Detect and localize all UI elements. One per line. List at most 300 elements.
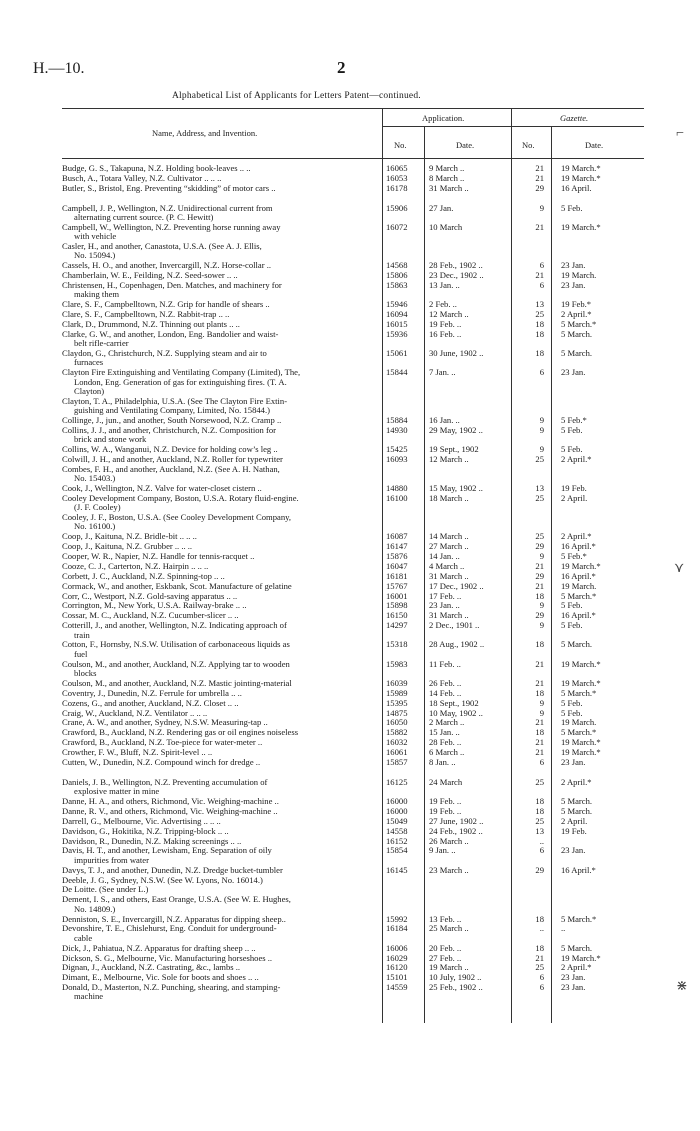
gazette-date: 2 April.* [561,309,592,320]
entry-line: Danne, R. V., and others, Richmond, Vic. Weighing-machine .. [62,806,278,816]
entry-line: Coventry, J., Dunedin, N.Z. Ferrule for umbrella .. .. [62,688,242,698]
list-item [0,281,700,300]
gazette-date: 5 March.* [561,727,597,738]
applicant-entry [62,807,380,816]
entry-line: Craig, W., Auckland, N.Z. Ventilator .. .. .. [62,708,208,718]
application-date: 19 Sept., 1902 [429,444,479,455]
entry-line: impurities from water [74,855,149,865]
application-number: 15806 [386,270,408,281]
entry-line: No. 15403.) [74,474,116,484]
gazette-number: 18 [535,639,544,650]
entry-line: guishing and Ventilating Company, Limited, No. 15844.) [74,406,270,416]
gazette-date: 5 Feb.* [561,551,587,562]
gazette-number: .. [539,835,544,846]
application-number: 15857 [386,756,408,767]
application-date: 25 March .. [429,923,469,934]
list-item [0,204,700,223]
gazette-number: 9 [539,620,544,631]
entry-line: Busch, A., Totara Valley, N.Z. Cultivator .. .. .. [62,173,222,183]
gazette-number: 21 [535,270,544,281]
gazette-number: 21 [535,560,544,571]
application-number: 16015 [386,318,408,329]
applicant-entry [62,242,380,261]
application-number: 16093 [386,453,408,464]
list-item [0,983,700,1002]
entry-line: furnaces [74,358,104,368]
entry-line: London, Eng. Generation of gas for extinguishing fires. (T. A. [74,377,287,387]
applicant-entry [62,954,380,963]
application-date: 28 Feb. .. [429,737,462,748]
applicant-entry [62,271,380,280]
entry-line: Danne, H. A., and others, Richmond, Vic. Weighing-machine .. [62,797,279,807]
applicant-entry [62,484,380,493]
list-item [0,271,700,281]
column-header-name: Name, Address, and Invention. [152,128,258,138]
gazette-number: 6 [539,972,544,983]
applicant-entry [62,983,380,1002]
page-title: Alphabetical List of Applicants for Letters Patent—continued. [172,91,421,101]
applicant-entry [62,699,380,708]
gazette-date: 5 March. [561,328,593,339]
application-number: 14559 [386,982,408,993]
list-item [0,895,700,914]
entry-line: De Loitte. (See under L.) [62,885,149,895]
list-item [0,915,700,925]
gazette-date: 2 April.* [561,453,592,464]
list-item [0,184,700,194]
application-date: 26 March .. [429,835,469,846]
applicant-entry [62,611,380,620]
application-date: 15 Jan. .. [429,727,460,738]
gazette-number: 21 [535,737,544,748]
applicant-entry [62,866,380,875]
applicant-entry [62,445,380,454]
application-date: 30 June, 1902 .. [429,348,484,359]
gazette-number: 25 [535,453,544,464]
gazette-date: 19 March.* [561,952,601,963]
gazette-number: 9 [539,444,544,455]
application-number: 15898 [386,600,408,611]
applicant-entry [62,944,380,953]
applicant-entry [62,320,380,329]
applicant-entry [62,281,380,300]
application-number: 15983 [386,658,408,669]
application-date: 16 Feb. .. [429,328,462,339]
gazette-number: .. [539,923,544,934]
application-date: 31 March .. [429,182,469,193]
application-date: 23 March .. [429,864,469,875]
gazette-date: 16 April.* [561,541,596,552]
applicant-entry [62,915,380,924]
applicant-entry [62,164,380,173]
gazette-number: 18 [535,687,544,698]
gazette-subheader-rule [512,126,644,127]
gazette-date: 19 March. [561,270,597,281]
application-number: 14558 [386,825,408,836]
table-top-rule [62,108,644,109]
gazette-date: 23 Jan. [561,756,586,767]
applicant-entry [62,679,380,688]
applicant-entry [62,532,380,541]
applicant-entry [62,817,380,826]
document-code: H.—10. [33,60,85,77]
gazette-number: 18 [535,727,544,738]
entry-line: Daniels, J. B., Wellington, N.Z. Preventing accumulation of [62,777,268,787]
entry-line: Cooper, W. R., Napier, N.Z. Handle for tennis-racquet .. [62,552,255,562]
applicant-entry [62,876,380,885]
applicant-entry [62,261,380,270]
application-date: 19 March .. [429,962,469,973]
entry-line: Clarke, G. W., and another, London, Eng. Bandolier and waist- [62,329,279,339]
gazette-number: 25 [535,309,544,320]
applicant-entry [62,465,380,484]
application-date: 27 Jan. [429,202,454,213]
gazette-date: 19 Feb.* [561,299,592,310]
application-number: 16120 [386,962,408,973]
gazette-date: 5 Feb. [561,444,583,455]
entry-line: No. 15094.) [74,251,116,261]
gazette-number: 18 [535,805,544,816]
gazette-number: 21 [535,717,544,728]
gazette-number: 13 [535,825,544,836]
entry-line: Crawford, B., Auckland, N.Z. Toe-piece for water-meter .. [62,738,263,748]
gazette-number: 25 [535,962,544,973]
section-gap [0,768,700,778]
entry-line: train [74,630,90,640]
application-date: 31 March .. [429,610,469,621]
entry-line: Davidson, R., Dunedin, N.Z. Making screenings .. .. [62,836,242,846]
gazette-number: 25 [535,531,544,542]
application-number: 16152 [386,835,408,846]
gazette-date: 5 March. [561,348,593,359]
gazette-number: 6 [539,756,544,767]
entry-line: Cutten, W., Dunedin, N.Z. Compound winch for dredge .. [62,757,261,767]
entry-line: Deeble, J. G., Sydney, N.S.W. (See W. Lyons, No. 16014.) [62,875,263,885]
applicant-entry [62,582,380,591]
list-item [0,885,700,895]
gazette-number: 21 [535,677,544,688]
entry-line: No. 16100.) [74,522,116,532]
applicant-entry [62,963,380,972]
application-number: 16072 [386,221,408,232]
gazette-number: 6 [539,280,544,291]
list-item [0,846,700,865]
application-number: 16150 [386,610,408,621]
application-number: 15425 [386,444,408,455]
applicant-entry [62,300,380,309]
applicant-entry [62,426,380,445]
gazette-date: 23 Jan. [561,972,586,983]
gazette-date: 19 March.* [561,221,601,232]
section-gap [0,194,700,204]
application-number: 15395 [386,697,408,708]
gazette-number: 13 [535,299,544,310]
application-date: 23 Dec., 1902 .. [429,270,484,281]
gazette-date: 2 April.* [561,962,592,973]
application-number: 16000 [386,796,408,807]
application-number: 16087 [386,531,408,542]
gazette-date: 23 Jan. [561,260,586,271]
list-item [0,368,700,397]
gazette-number: 25 [535,776,544,787]
list-item [0,640,700,659]
application-number: 15767 [386,580,408,591]
list-item [0,954,700,964]
applicant-entry [62,416,380,425]
gazette-date: 5 March. [561,639,593,650]
application-number: 15061 [386,348,408,359]
list-item [0,223,700,242]
application-subheader-rule [383,126,511,127]
entry-line: Cossar, M. C., Auckland, N.Z. Cucumber-slicer .. .. [62,611,239,621]
application-date: 28 Aug., 1902 .. [429,639,485,650]
applicant-entry [62,184,380,193]
list-item [0,426,700,445]
application-date: 6 March .. [429,747,465,758]
applicant-entry [62,837,380,846]
entry-line: Davidson, G., Hokitika, N.Z. Tripping-block .. .. [62,826,229,836]
gazette-date: .. [561,923,566,934]
applicant-entry [62,758,380,767]
application-number: 16050 [386,717,408,728]
list-item [0,542,700,552]
applicant-entry [62,778,380,797]
applicant-entry [62,718,380,727]
entry-line: Coulson, M., and another, Auckland, N.Z. Applying tar to wooden [62,659,290,669]
gazette-date: 5 Feb. [561,620,583,631]
applicant-entry [62,885,380,894]
gazette-number: 21 [535,747,544,758]
application-date: 13 Jan. .. [429,280,460,291]
entry-line: Corbett, J. C., Auckland, N.Z. Spinning-top .. .. [62,571,225,581]
gazette-date: 16 April.* [561,864,596,875]
applicant-entry [62,204,380,223]
entry-line: Cooley, J. F., Boston, U.S.A. (See Cooley Development Company, [62,513,292,523]
list-item [0,397,700,416]
application-date: 11 Feb. .. [429,658,461,669]
list-item [0,242,700,261]
list-item [0,866,700,876]
entry-line: Collins, J. J., and another, Christchurch, N.Z. Composition for [62,425,277,435]
entry-line: Dick, J., Pahiatua, N.Z. Apparatus for drafting sheep .. .. [62,943,256,953]
entry-line: Butler, S., Bristol, Eng. Preventing “skidding” of motor cars .. [62,183,276,193]
entry-line: Chamberlain, W. E., Feilding, N.Z. Seed-sower .. .. [62,271,238,281]
list-item [0,660,700,679]
application-number: 16061 [386,747,408,758]
gazette-number: 25 [535,815,544,826]
gazette-date: 19 Feb. [561,482,587,493]
entry-line: Budge, G. S., Takapuna, N.Z. Holding book-leaves .. .. [62,164,251,173]
application-number: 16039 [386,677,408,688]
application-date: 10 July, 1902 .. [429,972,482,983]
entry-line: Clayton) [74,386,105,396]
entry-line: Cotterill, J., and another, Wellington, N.Z. Indicating approach of [62,621,287,631]
entry-line: Dimant, E., Melbourne, Vic. Sole for boots and shoes .. .. [62,973,259,983]
list-item [0,484,700,494]
list-item [0,963,700,973]
application-date: 9 March .. [429,163,465,173]
gazette-date: 23 Jan. [561,845,586,856]
application-number: 16181 [386,570,408,581]
applicant-entry [62,709,380,718]
application-date: 31 March .. [429,570,469,581]
application-number: 15989 [386,687,408,698]
gazette-number: 6 [539,367,544,378]
application-date: 18 March .. [429,492,469,503]
entry-line: Campbell, J. P., Wellington, N.Z. Unidirectional current from [62,203,273,213]
entry-line: Colwill, J. H., and another, Auckland, N.Z. Roller for typewriter [62,454,283,464]
gazette-date: 19 March. [561,717,597,728]
entry-line: machine [74,992,104,1002]
list-item [0,592,700,602]
application-date: 14 March .. [429,531,469,542]
entry-line: fuel [74,649,88,659]
gazette-date: 16 April.* [561,610,596,621]
gazette-date: 19 March.* [561,677,601,688]
application-number: 15844 [386,367,408,378]
gazette-number: 13 [535,482,544,493]
application-number: 16032 [386,737,408,748]
gazette-number: 18 [535,590,544,601]
application-date: 19 Feb. .. [429,318,462,329]
entry-line: Cormack, W., and another, Eskbank, Scot. Manufacture of gelatine [62,581,292,591]
list-item [0,837,700,847]
gazette-number: 29 [535,864,544,875]
gazette-number: 18 [535,913,544,924]
list-item [0,621,700,640]
list-item [0,797,700,807]
entry-line: alternating current source. (P. C. Hewitt) [74,212,214,222]
entry-line: Clayton, T. A., Philadelphia, U.S.A. (See The Clayton Fire Extin- [62,396,288,406]
entry-line: Christensen, H., Copenhagen, Den. Matches, and machinery for [62,281,282,291]
applicant-entry [62,174,380,183]
application-number: 16184 [386,923,408,934]
entry-line: Donald, D., Masterton, N.Z. Punching, shearing, and stamping- [62,983,281,993]
gazette-number: 18 [535,942,544,953]
application-date: 24 Feb., 1902 .. [429,825,483,836]
applicant-entry [62,973,380,982]
margin-mark-bottom: ⋇ [676,979,688,994]
applicant-entry [62,572,380,581]
gazette-number: 25 [535,492,544,503]
entry-line: Cozens, G., and another, Auckland, N.Z. Closet .. .. [62,698,239,708]
entry-line: No. 14809.) [74,904,116,914]
applicant-entry [62,494,380,513]
gazette-date: 16 April.* [561,570,596,581]
list-item [0,300,700,310]
application-number: 15101 [386,972,408,983]
application-date: 20 Feb. .. [429,942,462,953]
list-item [0,416,700,426]
applicant-entry [62,330,380,349]
column-header-gazette: Gazette. [560,113,589,123]
applicant-entry [62,455,380,464]
application-date: 14 Jan. .. [429,551,460,562]
entry-line: Collins, W. A., Wanganui, N.Z. Device for holding cow’s leg .. [62,445,278,455]
application-number: 15854 [386,845,408,856]
applicant-entry [62,368,380,396]
margin-mark-top: ⌐ [676,126,684,141]
column-header-gaz-date: Date. [585,140,604,150]
gazette-date: 5 Feb.* [561,414,587,425]
gazette-date: 5 March.* [561,687,597,698]
gazette-number: 29 [535,610,544,621]
gazette-date: 5 Feb. [561,424,583,435]
list-item [0,876,700,886]
gazette-date: 19 March.* [561,560,601,571]
application-number: 15318 [386,639,408,650]
application-date: 27 March .. [429,541,469,552]
gazette-number: 21 [535,221,544,232]
application-date: 28 Feb., 1902 .. [429,260,483,271]
gazette-date: 5 Feb. [561,697,583,708]
application-date: 13 Feb. .. [429,913,462,924]
gazette-number: 9 [539,424,544,435]
application-number: 14930 [386,424,408,435]
application-date: 9 Jan. .. [429,845,456,856]
entry-line: blocks [74,668,97,678]
applicant-list [0,164,700,1002]
page-number: 2 [337,58,346,77]
application-number: 15049 [386,815,408,826]
application-number: 15992 [386,913,408,924]
applicant-entry [62,738,380,747]
entry-line: making them [74,290,120,300]
entry-line: belt rifle-carrier [74,339,129,349]
entry-line: Davis, H. T., and another, Lewisham, Eng. Separation of oily [62,846,272,856]
gazette-number: 9 [539,707,544,718]
applicant-entry [62,895,380,914]
applicant-entry [62,689,380,698]
entry-line: Cooley Development Company, Boston, U.S.A. Rotary fluid-engine. [62,493,299,503]
entry-line: Campbell, W., Wellington, N.Z. Preventing horse running away [62,222,281,232]
gazette-date: 19 March.* [561,163,601,173]
gazette-date: 5 March.* [561,590,597,601]
entry-line: Clare, S. F., Campbelltown, N.Z. Grip for handle of shears .. [62,300,270,310]
list-item [0,689,700,699]
application-date: 15 May, 1902 .. [429,482,483,493]
list-item [0,827,700,837]
application-number: 16145 [386,864,408,875]
entry-line: Corrington, M., New York, U.S.A. Railway-brake .. .. [62,601,247,611]
gazette-number: 6 [539,260,544,271]
list-item [0,494,700,513]
applicant-entry [62,552,380,561]
gazette-date: 5 Feb. [561,202,583,213]
entry-line: Devonshire, T. E., Chislehurst, Eng. Conduit for underground- [62,924,277,934]
application-number: 14875 [386,707,408,718]
gazette-number: 6 [539,845,544,856]
applicant-entry [62,397,380,416]
applicant-entry [62,592,380,601]
entry-line: Claydon, G., Christchurch, N.Z. Supplying steam and air to [62,349,267,359]
gazette-date: 5 March. [561,796,593,807]
list-item [0,513,700,532]
application-date: 10 March [429,221,463,232]
gazette-date: 5 March. [561,942,593,953]
application-number: 16000 [386,805,408,816]
entry-line: Clayton Fire Extinguishing and Ventilating Company (Limited), The, [62,368,301,378]
gazette-number: 18 [535,796,544,807]
applicant-entry [62,562,380,571]
entry-line: Crane, A. W., and another, Sydney, N.S.W. Measuring-tap .. [62,718,268,728]
applicant-entry [62,621,380,640]
margin-mark-middle: ⋎ [674,561,685,576]
gazette-date: 19 March. [561,580,597,591]
application-number: 15906 [386,202,408,213]
application-number: 14568 [386,260,408,271]
entry-line: Casler, H., and another, Canastota, U.S.A. (See A. J. Ellis, [62,242,262,252]
